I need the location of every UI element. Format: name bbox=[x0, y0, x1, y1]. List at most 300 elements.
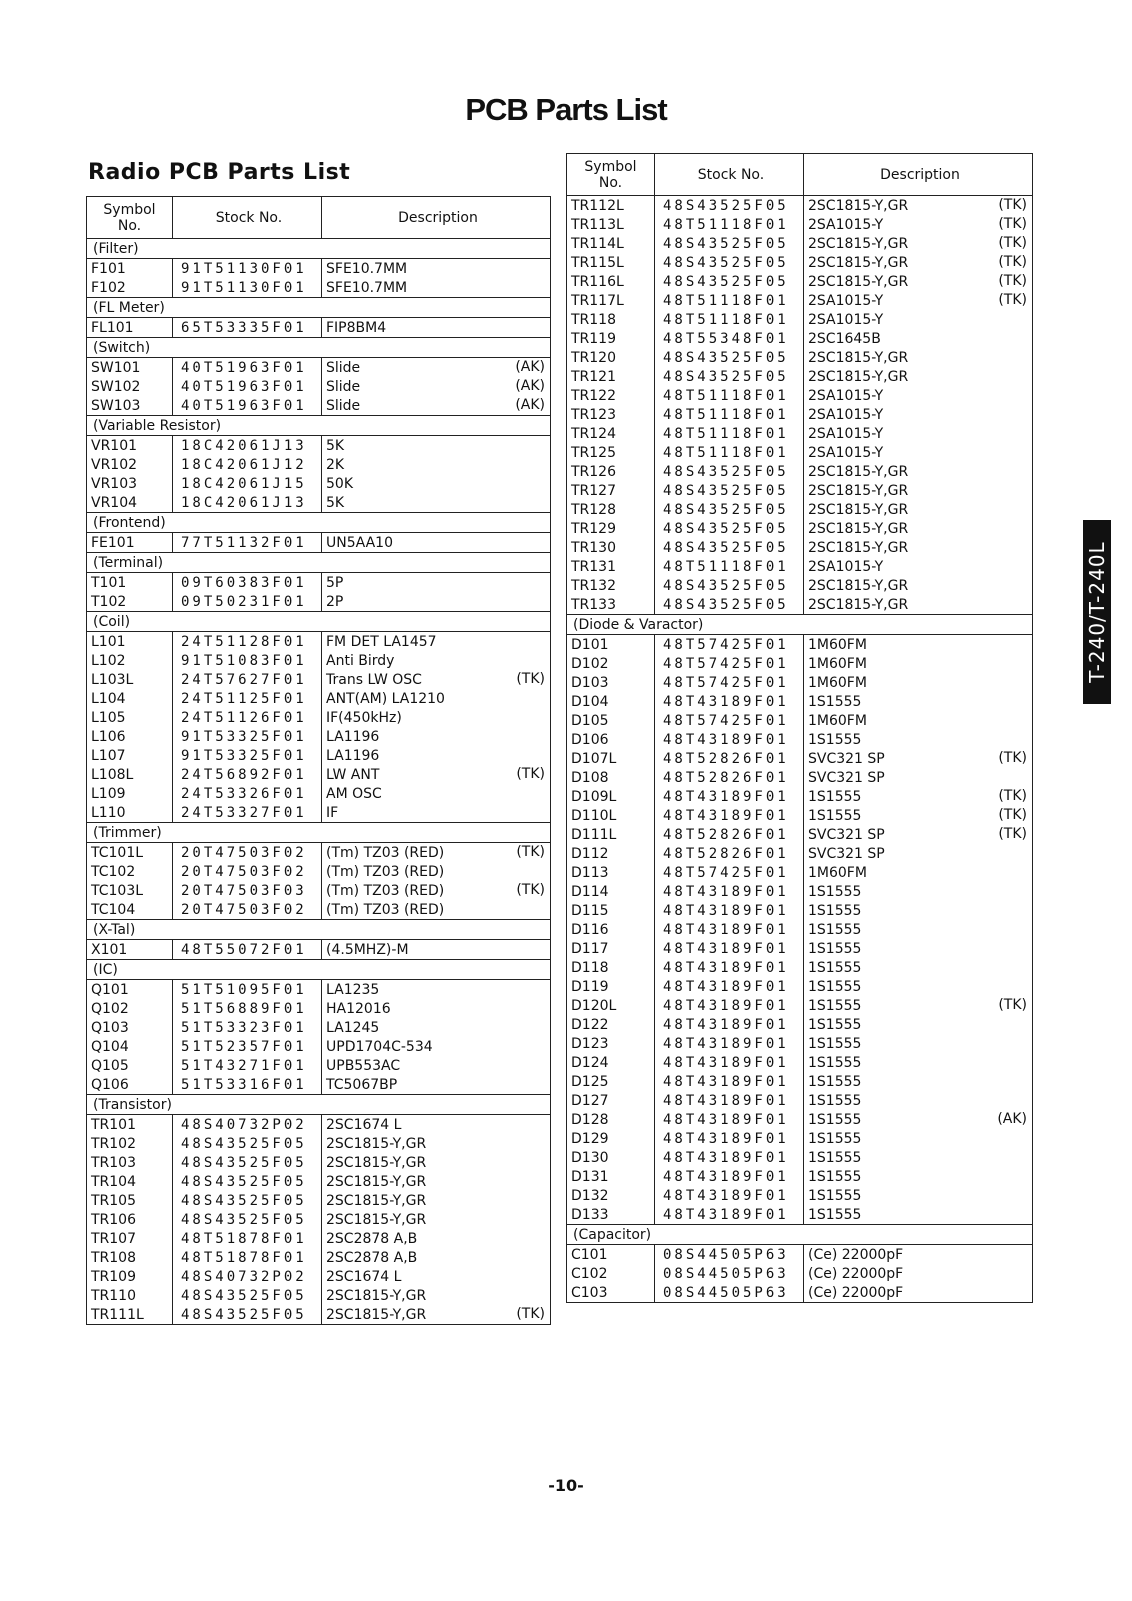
part-row bbox=[567, 996, 1033, 1015]
stock-number-cell: 48T43189F01 bbox=[655, 996, 804, 1015]
description-text: 2SC1645B bbox=[808, 330, 881, 347]
stock-number-cell: 48T43189F01 bbox=[655, 787, 804, 806]
part-row bbox=[567, 1072, 1033, 1091]
description-text: LA1196 bbox=[326, 747, 380, 764]
part-row bbox=[87, 474, 551, 493]
category-row bbox=[87, 612, 551, 632]
symbol-cell: TR122 bbox=[567, 386, 655, 405]
part-row bbox=[87, 318, 551, 338]
remark-code: (TK) bbox=[998, 273, 1027, 289]
remark-code: (TK) bbox=[516, 844, 545, 860]
part-row bbox=[87, 1134, 551, 1153]
part-row bbox=[87, 727, 551, 746]
description-text: LA1235 bbox=[326, 981, 380, 998]
symbol-cell: TR129 bbox=[567, 519, 655, 538]
stock-number-cell: 48S43525F05 bbox=[655, 348, 804, 367]
stock-number-cell: 91T51083F01 bbox=[173, 651, 322, 670]
part-row bbox=[567, 196, 1033, 216]
description-cell bbox=[322, 1172, 551, 1191]
part-row bbox=[567, 1015, 1033, 1034]
category-label: (Filter) bbox=[87, 239, 551, 259]
description-text: 2SA1015-Y bbox=[808, 406, 884, 423]
description-cell bbox=[322, 900, 551, 920]
stock-number-cell: 48S43525F05 bbox=[655, 576, 804, 595]
description-text: FIP8BM4 bbox=[326, 319, 387, 336]
description-text: LA1245 bbox=[326, 1019, 380, 1036]
stock-number-cell: 18C42061J13 bbox=[173, 436, 322, 456]
category-row bbox=[87, 1095, 551, 1115]
description-text: 2SC1815-Y,GR bbox=[326, 1135, 427, 1152]
part-row bbox=[87, 900, 551, 920]
description-text: SVC321 SP bbox=[808, 750, 885, 767]
stock-number-cell: 91T51130F01 bbox=[173, 278, 322, 298]
section-title: Radio PCB Parts List bbox=[88, 160, 351, 185]
stock-number-cell: 48T55348F01 bbox=[655, 329, 804, 348]
symbol-cell: C101 bbox=[567, 1245, 655, 1265]
description-text: Slide bbox=[326, 378, 361, 395]
description-cell bbox=[322, 999, 551, 1018]
stock-header: Stock No. bbox=[655, 154, 804, 196]
symbol-cell: TR128 bbox=[567, 500, 655, 519]
part-row bbox=[87, 396, 551, 416]
description-cell bbox=[804, 1186, 1033, 1205]
symbol-cell: Q101 bbox=[87, 980, 173, 1000]
symbol-cell: D101 bbox=[567, 635, 655, 655]
description-text: 1M60FM bbox=[808, 712, 867, 729]
symbol-cell: TR110 bbox=[87, 1286, 173, 1305]
part-row bbox=[87, 862, 551, 881]
symbol-cell: TR130 bbox=[567, 538, 655, 557]
symbol-cell: D130 bbox=[567, 1148, 655, 1167]
part-row bbox=[567, 329, 1033, 348]
stock-number-cell: 48T51118F01 bbox=[655, 424, 804, 443]
category-row bbox=[87, 239, 551, 259]
part-row bbox=[87, 980, 551, 1000]
symbol-cell: D107L bbox=[567, 749, 655, 768]
description-text: 2K bbox=[326, 456, 345, 473]
symbol-cell: TR125 bbox=[567, 443, 655, 462]
description-text: (Ce) 22000pF bbox=[808, 1246, 904, 1263]
description-text: 1S1555 bbox=[808, 940, 862, 957]
part-row bbox=[87, 651, 551, 670]
description-cell bbox=[804, 901, 1033, 920]
description-text: LW ANT bbox=[326, 766, 380, 783]
description-text: 1S1555 bbox=[808, 1035, 862, 1052]
description-cell bbox=[322, 1305, 551, 1325]
description-cell bbox=[322, 455, 551, 474]
stock-number-cell: 48S43525F05 bbox=[655, 253, 804, 272]
part-row bbox=[567, 595, 1033, 615]
description-cell bbox=[322, 670, 551, 689]
stock-number-cell: 48T52826F01 bbox=[655, 844, 804, 863]
stock-number-cell: 48S43525F05 bbox=[173, 1134, 322, 1153]
remark-code: (TK) bbox=[998, 997, 1027, 1013]
part-row bbox=[567, 939, 1033, 958]
description-cell bbox=[804, 424, 1033, 443]
stock-number-cell: 48T43189F01 bbox=[655, 1205, 804, 1225]
description-text: (Tm) TZ03 (RED) bbox=[326, 863, 445, 880]
description-cell bbox=[804, 787, 1033, 806]
stock-number-cell: 48T43189F01 bbox=[655, 692, 804, 711]
stock-number-cell: 48T55072F01 bbox=[173, 940, 322, 960]
part-row bbox=[567, 386, 1033, 405]
stock-number-cell: 91T53325F01 bbox=[173, 746, 322, 765]
symbol-cell: D111L bbox=[567, 825, 655, 844]
stock-number-cell: 48T43189F01 bbox=[655, 806, 804, 825]
description-cell bbox=[804, 1110, 1033, 1129]
symbol-cell: TR119 bbox=[567, 329, 655, 348]
symbol-cell: D128 bbox=[567, 1110, 655, 1129]
description-text: 1S1555 bbox=[808, 1016, 862, 1033]
description-cell bbox=[322, 1229, 551, 1248]
description-cell bbox=[804, 1167, 1033, 1186]
description-text: 2SC1815-Y,GR bbox=[808, 520, 909, 537]
symbol-cell: D129 bbox=[567, 1129, 655, 1148]
description-cell bbox=[804, 272, 1033, 291]
stock-number-cell: 48S43525F05 bbox=[655, 196, 804, 216]
description-text: SVC321 SP bbox=[808, 845, 885, 862]
category-row bbox=[87, 960, 551, 980]
symbol-cell: TC103L bbox=[87, 881, 173, 900]
description-cell bbox=[322, 1248, 551, 1267]
stock-number-cell: 48T51878F01 bbox=[173, 1248, 322, 1267]
remark-code: (TK) bbox=[998, 254, 1027, 270]
category-label: (X-Tal) bbox=[87, 920, 551, 940]
part-row bbox=[567, 1129, 1033, 1148]
symbol-cell: TR102 bbox=[87, 1134, 173, 1153]
stock-number-cell: 48T51878F01 bbox=[173, 1229, 322, 1248]
description-text: (4.5MHZ)-M bbox=[326, 941, 409, 958]
stock-number-cell: 24T56892F01 bbox=[173, 765, 322, 784]
category-label: (Diode & Varactor) bbox=[567, 615, 1033, 635]
part-row bbox=[87, 765, 551, 784]
remark-code: (AK) bbox=[515, 397, 545, 413]
description-text: IF bbox=[326, 804, 339, 821]
description-cell bbox=[804, 1148, 1033, 1167]
remark-code: (TK) bbox=[998, 826, 1027, 842]
symbol-cell: L102 bbox=[87, 651, 173, 670]
part-row bbox=[567, 692, 1033, 711]
part-row bbox=[567, 1186, 1033, 1205]
description-text: 2SC1815-Y,GR bbox=[808, 482, 909, 499]
description-cell bbox=[322, 727, 551, 746]
stock-number-cell: 40T51963F01 bbox=[173, 377, 322, 396]
stock-number-cell: 48T43189F01 bbox=[655, 882, 804, 901]
symbol-cell: SW101 bbox=[87, 358, 173, 378]
symbol-cell: D113 bbox=[567, 863, 655, 882]
stock-number-cell: 48T43189F01 bbox=[655, 1072, 804, 1091]
description-cell bbox=[804, 1264, 1033, 1283]
description-text: 5K bbox=[326, 494, 345, 511]
description-cell bbox=[804, 481, 1033, 500]
stock-header: Stock No. bbox=[173, 197, 322, 239]
part-row bbox=[87, 803, 551, 823]
stock-number-cell: 48T43189F01 bbox=[655, 939, 804, 958]
part-row bbox=[87, 1267, 551, 1286]
part-row bbox=[567, 443, 1033, 462]
left-parts-table bbox=[86, 196, 551, 1325]
description-text: 2SC1815-Y,GR bbox=[326, 1192, 427, 1209]
description-text: 2SC1815-Y,GR bbox=[808, 539, 909, 556]
description-text: SFE10.7MM bbox=[326, 279, 408, 296]
stock-number-cell: 51T53316F01 bbox=[173, 1075, 322, 1095]
description-text: 2SC1815-Y,GR bbox=[808, 349, 909, 366]
stock-number-cell: 48T51118F01 bbox=[655, 215, 804, 234]
part-row bbox=[567, 1264, 1033, 1283]
part-row bbox=[567, 825, 1033, 844]
part-row bbox=[567, 654, 1033, 673]
part-row bbox=[87, 940, 551, 960]
category-label: (Coil) bbox=[87, 612, 551, 632]
description-cell bbox=[322, 803, 551, 823]
stock-number-cell: 51T52357F01 bbox=[173, 1037, 322, 1056]
symbol-cell: T102 bbox=[87, 592, 173, 612]
symbol-cell: L106 bbox=[87, 727, 173, 746]
symbol-cell: VR101 bbox=[87, 436, 173, 456]
part-row bbox=[567, 1110, 1033, 1129]
description-text: 2SA1015-Y bbox=[808, 216, 884, 233]
stock-number-cell: 48T43189F01 bbox=[655, 1148, 804, 1167]
description-text: 1S1555 bbox=[808, 959, 862, 976]
description-cell bbox=[322, 278, 551, 298]
symbol-cell: SW103 bbox=[87, 396, 173, 416]
stock-number-cell: 18C42061J12 bbox=[173, 455, 322, 474]
part-row bbox=[567, 272, 1033, 291]
stock-number-cell: 48T51118F01 bbox=[655, 405, 804, 424]
symbol-cell: TR124 bbox=[567, 424, 655, 443]
remark-code: (TK) bbox=[516, 671, 545, 687]
description-cell bbox=[322, 708, 551, 727]
symbol-cell: TR106 bbox=[87, 1210, 173, 1229]
description-cell bbox=[322, 592, 551, 612]
description-text: Slide bbox=[326, 397, 361, 414]
symbol-cell: D106 bbox=[567, 730, 655, 749]
stock-number-cell: 48T43189F01 bbox=[655, 1053, 804, 1072]
symbol-cell: VR103 bbox=[87, 474, 173, 493]
stock-number-cell: 48T43189F01 bbox=[655, 958, 804, 977]
stock-number-cell: 18C42061J13 bbox=[173, 493, 322, 513]
description-cell bbox=[804, 1015, 1033, 1034]
part-row bbox=[87, 1286, 551, 1305]
description-text: UPB553AC bbox=[326, 1057, 401, 1074]
description-cell bbox=[804, 1205, 1033, 1225]
stock-number-cell: 48T43189F01 bbox=[655, 1110, 804, 1129]
stock-number-cell: 48S43525F05 bbox=[655, 538, 804, 557]
description-cell bbox=[804, 920, 1033, 939]
description-cell bbox=[322, 1037, 551, 1056]
stock-number-cell: 20T47503F02 bbox=[173, 843, 322, 863]
remark-code: (TK) bbox=[516, 1306, 545, 1322]
description-cell bbox=[804, 730, 1033, 749]
symbol-cell: L104 bbox=[87, 689, 173, 708]
part-row bbox=[567, 310, 1033, 329]
description-text: HA12016 bbox=[326, 1000, 391, 1017]
symbol-cell: L105 bbox=[87, 708, 173, 727]
stock-number-cell: 20T47503F03 bbox=[173, 881, 322, 900]
description-cell bbox=[804, 443, 1033, 462]
symbol-cell: TR105 bbox=[87, 1191, 173, 1210]
description-cell bbox=[322, 1056, 551, 1075]
stock-number-cell: 51T43271F01 bbox=[173, 1056, 322, 1075]
part-row bbox=[567, 920, 1033, 939]
part-row bbox=[87, 533, 551, 553]
description-text: 1S1555 bbox=[808, 978, 862, 995]
category-label: (Capacitor) bbox=[567, 1225, 1033, 1245]
description-text: 2SC1674 L bbox=[326, 1116, 402, 1133]
description-cell bbox=[322, 651, 551, 670]
description-text: 1S1555 bbox=[808, 1130, 862, 1147]
category-row bbox=[87, 553, 551, 573]
description-text: 2SA1015-Y bbox=[808, 425, 884, 442]
description-cell bbox=[322, 1153, 551, 1172]
symbol-cell: D105 bbox=[567, 711, 655, 730]
part-row bbox=[567, 253, 1033, 272]
stock-number-cell: 09T60383F01 bbox=[173, 573, 322, 593]
stock-number-cell: 48T57425F01 bbox=[655, 635, 804, 655]
description-text: 1M60FM bbox=[808, 674, 867, 691]
description-text: 1S1555 bbox=[808, 693, 862, 710]
category-row bbox=[87, 823, 551, 843]
remark-code: (TK) bbox=[516, 766, 545, 782]
description-cell bbox=[804, 996, 1033, 1015]
description-cell bbox=[322, 746, 551, 765]
description-text: 1S1555 bbox=[808, 1054, 862, 1071]
stock-number-cell: 48S43525F05 bbox=[173, 1153, 322, 1172]
stock-number-cell: 24T51126F01 bbox=[173, 708, 322, 727]
description-text: 2SA1015-Y bbox=[808, 292, 884, 309]
description-text: 1S1555 bbox=[808, 731, 862, 748]
part-row bbox=[567, 1091, 1033, 1110]
description-text: 1S1555 bbox=[808, 1092, 862, 1109]
description-text: 5K bbox=[326, 437, 345, 454]
stock-number-cell: 48S43525F05 bbox=[655, 595, 804, 615]
part-row bbox=[567, 977, 1033, 996]
part-row bbox=[87, 573, 551, 593]
description-text: 1S1555 bbox=[808, 921, 862, 938]
part-row bbox=[567, 901, 1033, 920]
description-cell bbox=[322, 980, 551, 1000]
symbol-header: Symbol No. bbox=[87, 197, 173, 239]
symbol-cell: Q104 bbox=[87, 1037, 173, 1056]
description-text: 1S1555 bbox=[808, 1111, 862, 1128]
stock-number-cell: 48T43189F01 bbox=[655, 1167, 804, 1186]
description-cell bbox=[804, 749, 1033, 768]
description-text: 2SC1815-Y,GR bbox=[808, 254, 909, 271]
description-text: 2SC1815-Y,GR bbox=[326, 1154, 427, 1171]
category-row bbox=[87, 920, 551, 940]
description-text: 1S1555 bbox=[808, 1073, 862, 1090]
description-text: (Ce) 22000pF bbox=[808, 1265, 904, 1282]
description-cell bbox=[322, 493, 551, 513]
stock-number-cell: 48T51118F01 bbox=[655, 386, 804, 405]
stock-number-cell: 48T57425F01 bbox=[655, 863, 804, 882]
description-cell bbox=[322, 396, 551, 416]
description-cell bbox=[804, 977, 1033, 996]
part-row bbox=[567, 348, 1033, 367]
description-text: SFE10.7MM bbox=[326, 260, 408, 277]
symbol-cell: TR114L bbox=[567, 234, 655, 253]
part-row bbox=[87, 377, 551, 396]
description-text: 1M60FM bbox=[808, 864, 867, 881]
stock-number-cell: 48T57425F01 bbox=[655, 711, 804, 730]
part-row bbox=[567, 1053, 1033, 1072]
stock-number-cell: 48T43189F01 bbox=[655, 1186, 804, 1205]
description-text: 2SC1815-Y,GR bbox=[326, 1173, 427, 1190]
description-cell bbox=[804, 654, 1033, 673]
description-text: 5P bbox=[326, 574, 344, 591]
stock-number-cell: 48S43525F05 bbox=[173, 1305, 322, 1325]
symbol-cell: D116 bbox=[567, 920, 655, 939]
stock-number-cell: 08S44505P63 bbox=[655, 1264, 804, 1283]
description-header: Description bbox=[322, 197, 551, 239]
description-cell bbox=[804, 673, 1033, 692]
symbol-cell: D127 bbox=[567, 1091, 655, 1110]
description-cell bbox=[804, 1053, 1033, 1072]
stock-number-cell: 20T47503F02 bbox=[173, 900, 322, 920]
description-text: 1M60FM bbox=[808, 655, 867, 672]
stock-number-cell: 48T52826F01 bbox=[655, 768, 804, 787]
stock-number-cell: 48T57425F01 bbox=[655, 654, 804, 673]
part-row bbox=[87, 592, 551, 612]
symbol-cell: D122 bbox=[567, 1015, 655, 1034]
description-header: Description bbox=[804, 154, 1033, 196]
symbol-cell: D131 bbox=[567, 1167, 655, 1186]
description-text: 1M60FM bbox=[808, 636, 867, 653]
description-text: 1S1555 bbox=[808, 1168, 862, 1185]
description-text: 2SC1815-Y,GR bbox=[808, 235, 909, 252]
stock-number-cell: 48S43525F05 bbox=[173, 1210, 322, 1229]
description-cell bbox=[804, 1129, 1033, 1148]
symbol-cell: D109L bbox=[567, 787, 655, 806]
description-cell bbox=[322, 318, 551, 338]
symbol-cell: VR102 bbox=[87, 455, 173, 474]
part-row bbox=[87, 493, 551, 513]
symbol-cell: TR109 bbox=[87, 1267, 173, 1286]
part-row bbox=[87, 1172, 551, 1191]
part-row bbox=[87, 1018, 551, 1037]
description-text: 2SC1815-Y,GR bbox=[808, 197, 909, 214]
description-cell bbox=[322, 533, 551, 553]
symbol-cell: TR120 bbox=[567, 348, 655, 367]
stock-number-cell: 48T43189F01 bbox=[655, 977, 804, 996]
symbol-cell: L109 bbox=[87, 784, 173, 803]
description-cell bbox=[804, 253, 1033, 272]
description-cell bbox=[804, 291, 1033, 310]
description-cell bbox=[322, 259, 551, 279]
part-row bbox=[567, 882, 1033, 901]
symbol-cell: L108L bbox=[87, 765, 173, 784]
part-row bbox=[567, 367, 1033, 386]
part-row bbox=[567, 1034, 1033, 1053]
remark-code: (TK) bbox=[998, 750, 1027, 766]
part-row bbox=[567, 768, 1033, 787]
part-row bbox=[87, 1229, 551, 1248]
remark-code: (TK) bbox=[998, 197, 1027, 213]
description-cell bbox=[804, 367, 1033, 386]
description-cell bbox=[804, 576, 1033, 595]
category-label: (Trimmer) bbox=[87, 823, 551, 843]
description-cell bbox=[322, 1191, 551, 1210]
description-cell bbox=[322, 358, 551, 378]
part-row bbox=[567, 1283, 1033, 1303]
category-row bbox=[87, 513, 551, 533]
part-row bbox=[567, 730, 1033, 749]
description-text: 2SC1815-Y,GR bbox=[326, 1287, 427, 1304]
part-row bbox=[87, 1210, 551, 1229]
part-row bbox=[567, 806, 1033, 825]
description-cell bbox=[322, 1210, 551, 1229]
description-text: 2SA1015-Y bbox=[808, 387, 884, 404]
